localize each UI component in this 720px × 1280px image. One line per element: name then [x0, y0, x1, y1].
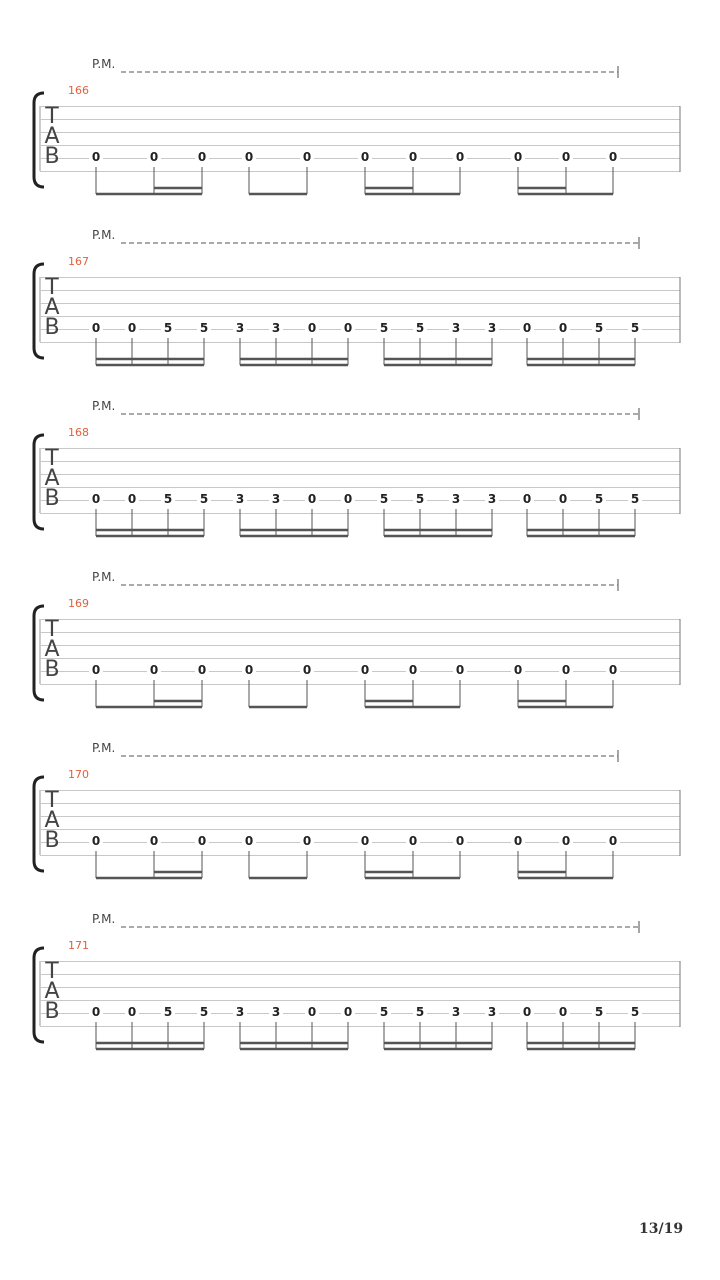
fret-number: 0 — [125, 322, 139, 335]
fret-number: 0 — [341, 1006, 355, 1019]
fret-number: 0 — [511, 835, 525, 848]
tab-system — [0, 912, 720, 1062]
tab-staff-graphics — [0, 912, 720, 1062]
tab-clef-letter: B — [44, 828, 60, 853]
fret-number: 0 — [341, 493, 355, 506]
tab-staff-graphics — [0, 741, 720, 891]
tab-staff-graphics — [0, 228, 720, 378]
measure-number: 169 — [68, 597, 89, 610]
fret-number: 5 — [413, 322, 427, 335]
fret-number: 3 — [449, 322, 463, 335]
tab-clef-letter: T — [45, 788, 59, 813]
fret-number: 0 — [305, 1006, 319, 1019]
fret-number: 0 — [195, 151, 209, 164]
fret-number: 0 — [300, 835, 314, 848]
fret-number: 3 — [233, 493, 247, 506]
fret-number: 0 — [556, 322, 570, 335]
tab-clef-letter: T — [45, 617, 59, 642]
fret-number: 0 — [520, 322, 534, 335]
fret-number: 3 — [269, 493, 283, 506]
fret-number: 0 — [89, 493, 103, 506]
fret-number: 5 — [377, 322, 391, 335]
tab-system — [0, 57, 720, 207]
fret-number: 0 — [559, 664, 573, 677]
fret-number: 0 — [453, 835, 467, 848]
tab-clef-letter: A — [44, 979, 60, 1004]
measure-number: 168 — [68, 426, 89, 439]
fret-number: 0 — [606, 835, 620, 848]
fret-number: 0 — [559, 835, 573, 848]
fret-number: 0 — [305, 322, 319, 335]
tab-staff-graphics — [0, 399, 720, 549]
fret-number: 0 — [556, 493, 570, 506]
fret-number: 0 — [300, 151, 314, 164]
fret-number: 0 — [358, 664, 372, 677]
fret-number: 5 — [161, 1006, 175, 1019]
fret-number: 3 — [269, 322, 283, 335]
staff-bracket — [34, 264, 44, 358]
fret-number: 0 — [125, 1006, 139, 1019]
fret-number: 0 — [453, 664, 467, 677]
fret-number: 5 — [628, 493, 642, 506]
fret-number: 0 — [358, 151, 372, 164]
fret-number: 3 — [449, 1006, 463, 1019]
fret-number: 0 — [606, 151, 620, 164]
tab-staff-graphics — [0, 57, 720, 207]
tab-clef-letter: T — [45, 104, 59, 129]
fret-number: 5 — [413, 1006, 427, 1019]
tab-clef-letter: A — [44, 466, 60, 491]
fret-number: 5 — [592, 1006, 606, 1019]
tab-clef-letter: A — [44, 808, 60, 833]
fret-number: 0 — [147, 835, 161, 848]
palm-mute-label: P.M. — [92, 399, 116, 413]
fret-number: 0 — [89, 664, 103, 677]
fret-number: 0 — [520, 1006, 534, 1019]
fret-number: 5 — [628, 1006, 642, 1019]
staff-bracket — [34, 606, 44, 700]
fret-number: 3 — [485, 493, 499, 506]
tab-clef-letter: B — [44, 144, 60, 169]
tab-staff-graphics — [0, 570, 720, 720]
staff-bracket — [34, 777, 44, 871]
fret-number: 5 — [592, 493, 606, 506]
palm-mute-label: P.M. — [92, 741, 116, 755]
fret-number: 0 — [453, 151, 467, 164]
fret-number: 5 — [377, 493, 391, 506]
fret-number: 0 — [341, 322, 355, 335]
tab-clef-letter: B — [44, 999, 60, 1024]
fret-number: 0 — [242, 835, 256, 848]
tab-system — [0, 399, 720, 549]
fret-number: 0 — [89, 1006, 103, 1019]
fret-number: 5 — [197, 1006, 211, 1019]
fret-number: 0 — [147, 151, 161, 164]
staff-bracket — [34, 948, 44, 1042]
fret-number: 3 — [233, 322, 247, 335]
fret-number: 0 — [406, 664, 420, 677]
fret-number: 0 — [511, 664, 525, 677]
fret-number: 0 — [606, 664, 620, 677]
fret-number: 0 — [89, 151, 103, 164]
fret-number: 3 — [233, 1006, 247, 1019]
fret-number: 0 — [511, 151, 525, 164]
tab-clef-letter: A — [44, 637, 60, 662]
fret-number: 0 — [195, 664, 209, 677]
fret-number: 3 — [269, 1006, 283, 1019]
tab-system — [0, 741, 720, 891]
fret-number: 0 — [89, 322, 103, 335]
fret-number: 5 — [161, 493, 175, 506]
measure-number: 171 — [68, 939, 89, 952]
fret-number: 0 — [195, 835, 209, 848]
palm-mute-label: P.M. — [92, 57, 116, 71]
fret-number: 0 — [305, 493, 319, 506]
tab-clef-letter: T — [45, 959, 59, 984]
fret-number: 0 — [300, 664, 314, 677]
palm-mute-label: P.M. — [92, 912, 116, 926]
tab-system — [0, 228, 720, 378]
measure-number: 167 — [68, 255, 89, 268]
fret-number: 0 — [147, 664, 161, 677]
fret-number: 5 — [197, 322, 211, 335]
tab-clef-letter: T — [45, 275, 59, 300]
tab-clef-letter: T — [45, 446, 59, 471]
fret-number: 5 — [413, 493, 427, 506]
measure-number: 166 — [68, 84, 89, 97]
tab-clef-letter: A — [44, 124, 60, 149]
fret-number: 5 — [377, 1006, 391, 1019]
tab-system — [0, 570, 720, 720]
page-number: 13/19 — [639, 1221, 684, 1237]
fret-number: 0 — [406, 151, 420, 164]
palm-mute-label: P.M. — [92, 570, 116, 584]
staff-bracket — [34, 93, 44, 187]
tab-clef-letter: A — [44, 295, 60, 320]
fret-number: 0 — [242, 151, 256, 164]
tab-clef-letter: B — [44, 486, 60, 511]
fret-number: 0 — [559, 151, 573, 164]
fret-number: 0 — [556, 1006, 570, 1019]
fret-number: 0 — [406, 835, 420, 848]
palm-mute-label: P.M. — [92, 228, 116, 242]
fret-number: 0 — [358, 835, 372, 848]
fret-number: 5 — [592, 322, 606, 335]
fret-number: 0 — [520, 493, 534, 506]
tab-clef-letter: B — [44, 657, 60, 682]
fret-number: 3 — [449, 493, 463, 506]
measure-number: 170 — [68, 768, 89, 781]
tab-clef-letter: B — [44, 315, 60, 340]
staff-bracket — [34, 435, 44, 529]
fret-number: 0 — [242, 664, 256, 677]
fret-number: 0 — [89, 835, 103, 848]
fret-number: 0 — [125, 493, 139, 506]
fret-number: 5 — [197, 493, 211, 506]
fret-number: 3 — [485, 1006, 499, 1019]
fret-number: 5 — [161, 322, 175, 335]
fret-number: 3 — [485, 322, 499, 335]
fret-number: 5 — [628, 322, 642, 335]
